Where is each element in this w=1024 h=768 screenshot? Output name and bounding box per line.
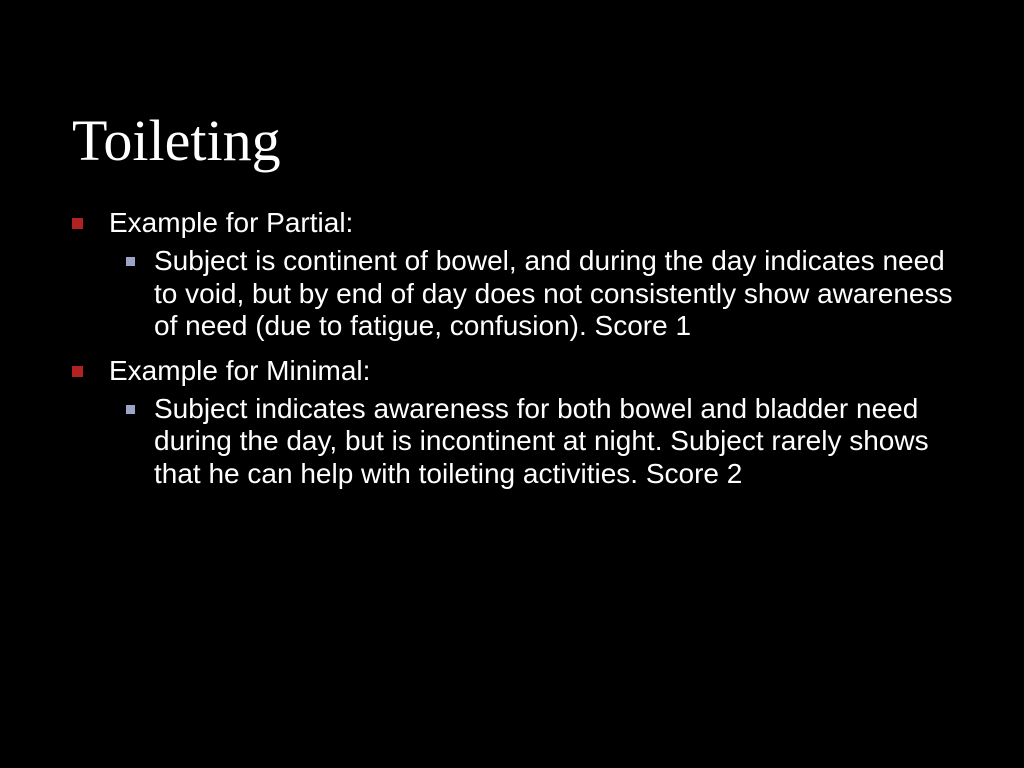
sub-bullet-item — [72, 245, 972, 343]
lavender-square-bullet-icon — [126, 257, 135, 266]
sub-bullet-list — [72, 245, 972, 343]
bullet-label: Example for Minimal: — [109, 354, 371, 386]
bullet-label: Example for Partial: — [109, 207, 354, 238]
sub-bullet-list — [72, 393, 972, 491]
red-square-bullet-icon — [72, 218, 83, 229]
lavender-square-bullet-icon — [126, 405, 135, 414]
bullet-list — [72, 205, 972, 500]
sub-bullet-text: Subject is continent of bowel, and during the day indicates need to void, but by end of day does not consistently show awareness of need (due to fatigue, confusion). Score 1 — [154, 245, 953, 341]
sub-bullet-text: Subject indicates awareness for both bowel and bladder need during the day, but is incontinent at night. Subject rarely shows that he can help with toileting activities. Score 2 — [154, 392, 929, 489]
bullet-item-minimal — [72, 353, 972, 491]
red-square-bullet-icon — [72, 366, 83, 377]
bullet-item-partial — [72, 205, 972, 343]
sub-bullet-item — [72, 393, 972, 491]
slide-title: Toileting — [72, 108, 281, 173]
